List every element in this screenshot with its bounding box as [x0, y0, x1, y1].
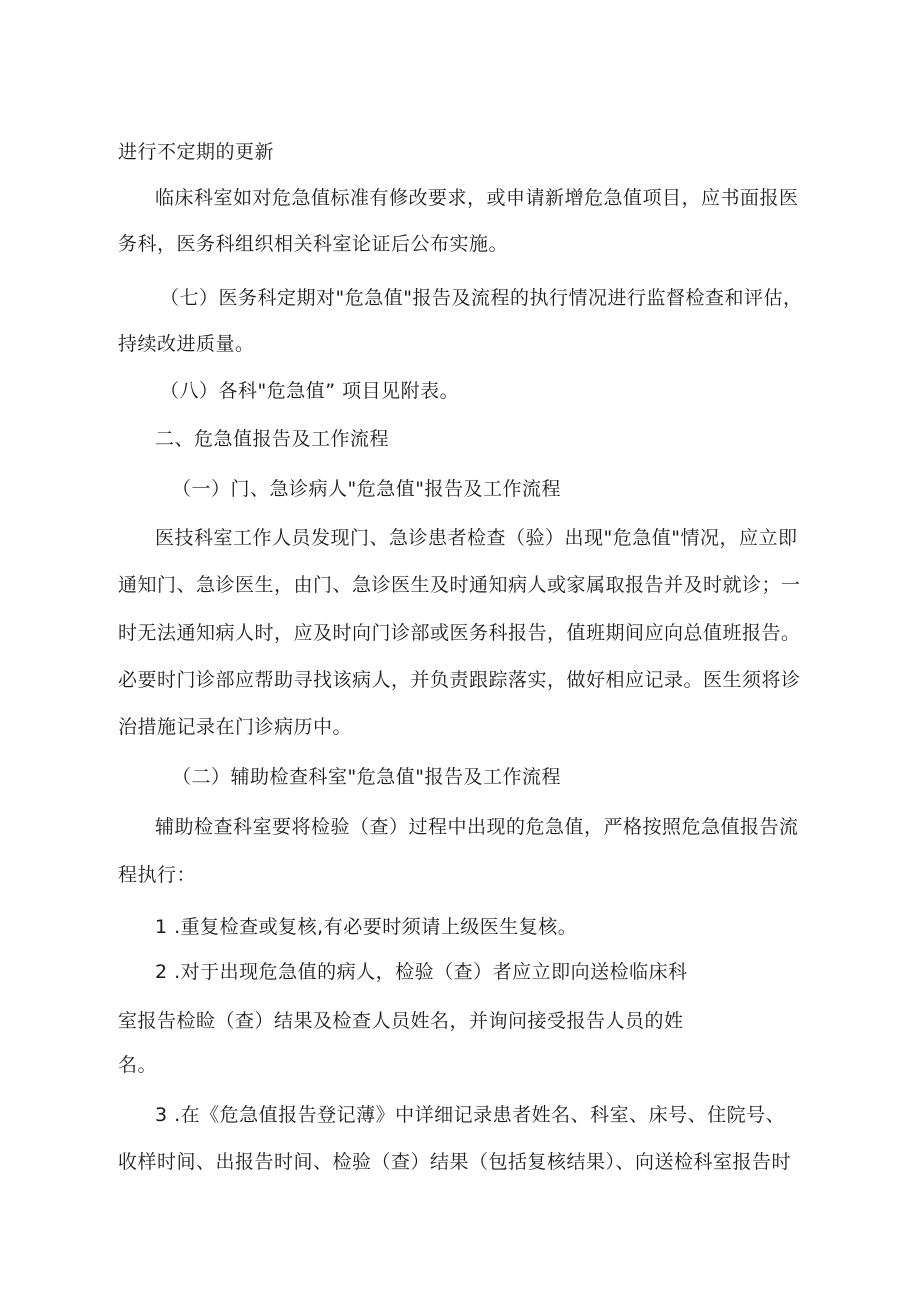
list-item-continuation: 名。	[118, 1054, 158, 1076]
text-line: 临床科室如对危急值标准有修改要求，或申请新增危急值项目，应书面报医	[155, 187, 799, 209]
text-line: 程执行：	[118, 864, 197, 886]
text-line: （八）各科"危急值” 项目见附表。	[160, 380, 460, 402]
text-line: 必要时门诊部应帮助寻找该病人，并负责跟踪落实，做好相应记录。医生须将诊	[118, 669, 801, 691]
text-line: 持续改进质量。	[118, 333, 255, 355]
list-item: 2 .对于出现危急值的病人，检验（查）者应立即向送检临床科	[155, 961, 688, 983]
text-line: 时无法通知病人时，应及时向门诊部或医务科报告，值班期间应向总值班报告。	[118, 622, 801, 644]
text-line: 医技科室工作人员发现门、急诊患者检查（验）出现"危急值"情况，应立即	[155, 527, 798, 549]
list-item-continuation: 收样时间、出报告时间、检验（查）结果（包括复核结果）、向送检科室报告时	[118, 1151, 792, 1173]
subsection-heading: （二）辅助检查科室"危急值"报告及工作流程	[172, 766, 561, 788]
list-item: 3 .在《危急值报告登记薄》中详细记录患者姓名、科室、床号、住院号、	[155, 1104, 786, 1126]
subsection-heading: （一）门、急诊病人"危急值"报告及工作流程	[172, 478, 561, 500]
list-item: 1 .重复检查或复核,有必要时须请上级医生复核。	[155, 916, 578, 938]
text-line: 务科，医务科组织相关科室论证后公布实施。	[118, 233, 509, 255]
section-heading: 二、危急值报告及工作流程	[155, 428, 390, 450]
text-line: 辅助检查科室要将检验（查）过程中出现的危急值，严格按照危急值报告流	[155, 816, 799, 838]
text-line: 治措施记录在门诊病历中。	[118, 716, 353, 738]
text-line: （七）医务科定期对"危急值"报告及流程的执行情况进行监督检查和评估，	[160, 287, 803, 309]
text-line: 通知门、急诊医生，由门、急诊医生及时通知病人或家属取报告并及时就诊；一	[118, 574, 801, 596]
text-line: 进行不定期的更新	[118, 141, 275, 163]
list-item-continuation: 室报告检睑（查）结果及检查人员姓名，并询问接受报告人员的姓	[118, 1010, 684, 1032]
